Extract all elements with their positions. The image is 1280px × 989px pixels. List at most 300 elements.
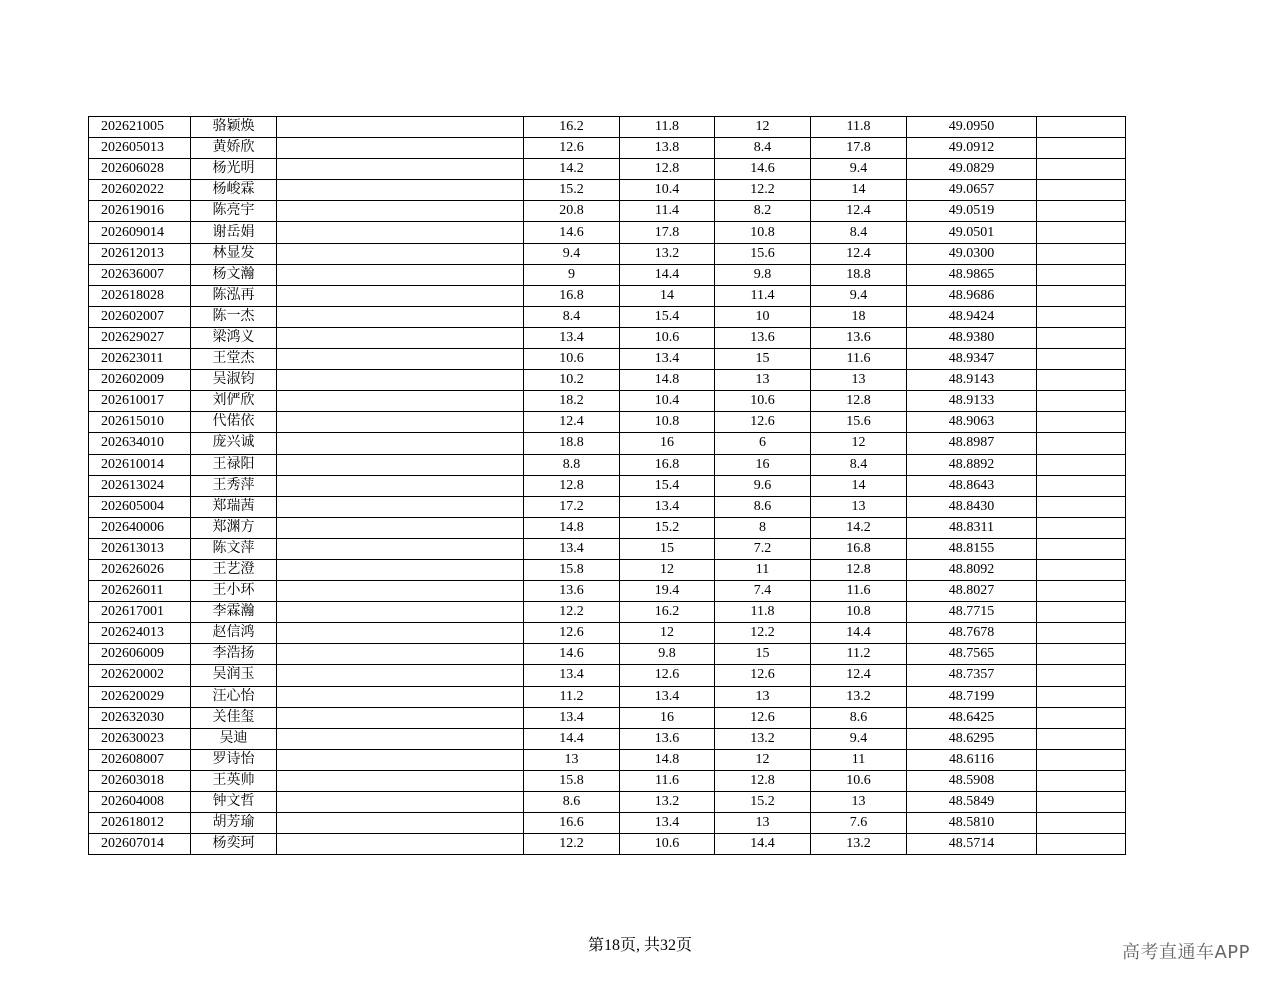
table-row — [89, 201, 1126, 222]
candidate-id-cell: 202602022 — [89, 180, 191, 201]
score-2-cell: 13.8 — [620, 138, 715, 159]
candidate-id-cell: 202617001 — [89, 602, 191, 623]
score-3-cell: 8 — [715, 517, 811, 538]
candidate-id-cell: 202620002 — [89, 665, 191, 686]
score-4-cell: 13.2 — [811, 686, 907, 707]
name-cell: 杨文瀚 — [191, 264, 277, 285]
score-2-cell: 13.6 — [620, 728, 715, 749]
score-3-cell: 10.8 — [715, 222, 811, 243]
blank-cell — [277, 475, 524, 496]
score-1-cell: 15.8 — [524, 559, 620, 580]
score-3-cell: 8.2 — [715, 201, 811, 222]
score-3-cell: 13.2 — [715, 728, 811, 749]
table-body — [89, 117, 1126, 855]
table-row — [89, 412, 1126, 433]
name-cell: 王秀萍 — [191, 475, 277, 496]
score-1-cell: 9 — [524, 264, 620, 285]
name-cell: 杨奕珂 — [191, 834, 277, 855]
score-3-cell: 12.6 — [715, 665, 811, 686]
name-cell: 谢岳娟 — [191, 222, 277, 243]
table-row — [89, 770, 1126, 791]
blank-cell — [277, 834, 524, 855]
blank-cell — [277, 517, 524, 538]
name-cell: 骆颖焕 — [191, 117, 277, 138]
score-1-cell: 10.6 — [524, 349, 620, 370]
blank-cell — [277, 602, 524, 623]
total-score-cell: 48.8892 — [907, 454, 1037, 475]
name-cell: 郑渊方 — [191, 517, 277, 538]
score-3-cell: 7.4 — [715, 581, 811, 602]
table-row — [89, 665, 1126, 686]
candidate-id-cell: 202618028 — [89, 285, 191, 306]
table-row — [89, 496, 1126, 517]
score-2-cell: 16.2 — [620, 602, 715, 623]
score-4-cell: 8.4 — [811, 222, 907, 243]
note-cell — [1037, 454, 1126, 475]
blank-cell — [277, 792, 524, 813]
score-3-cell: 12.8 — [715, 770, 811, 791]
table-row — [89, 349, 1126, 370]
score-1-cell: 14.4 — [524, 728, 620, 749]
name-cell: 陈亮宇 — [191, 201, 277, 222]
total-score-cell: 48.8987 — [907, 433, 1037, 454]
score-4-cell: 18.8 — [811, 264, 907, 285]
score-1-cell: 13.4 — [524, 538, 620, 559]
score-2-cell: 15 — [620, 538, 715, 559]
table-row — [89, 433, 1126, 454]
table-row — [89, 454, 1126, 475]
total-score-cell: 48.7715 — [907, 602, 1037, 623]
note-cell — [1037, 327, 1126, 348]
score-4-cell: 11.6 — [811, 581, 907, 602]
table-row — [89, 813, 1126, 834]
score-3-cell: 11 — [715, 559, 811, 580]
blank-cell — [277, 180, 524, 201]
blank-cell — [277, 813, 524, 834]
score-3-cell: 12.2 — [715, 623, 811, 644]
blank-cell — [277, 581, 524, 602]
note-cell — [1037, 644, 1126, 665]
name-cell: 赵信鸿 — [191, 623, 277, 644]
candidate-id-cell: 202632030 — [89, 707, 191, 728]
score-4-cell: 10.6 — [811, 770, 907, 791]
score-1-cell: 9.4 — [524, 243, 620, 264]
blank-cell — [277, 728, 524, 749]
name-cell: 梁鸿义 — [191, 327, 277, 348]
blank-cell — [277, 770, 524, 791]
score-3-cell: 13.6 — [715, 327, 811, 348]
score-3-cell: 11.4 — [715, 285, 811, 306]
score-1-cell: 11.2 — [524, 686, 620, 707]
score-3-cell: 9.6 — [715, 475, 811, 496]
score-3-cell: 15.6 — [715, 243, 811, 264]
table-row — [89, 138, 1126, 159]
score-3-cell: 12.6 — [715, 412, 811, 433]
note-cell — [1037, 496, 1126, 517]
note-cell — [1037, 559, 1126, 580]
note-cell — [1037, 201, 1126, 222]
score-2-cell: 16 — [620, 707, 715, 728]
name-cell: 王堂杰 — [191, 349, 277, 370]
score-1-cell: 18.2 — [524, 391, 620, 412]
score-1-cell: 12.2 — [524, 834, 620, 855]
total-score-cell: 49.0912 — [907, 138, 1037, 159]
score-1-cell: 14.8 — [524, 517, 620, 538]
score-3-cell: 10.6 — [715, 391, 811, 412]
table-row — [89, 306, 1126, 327]
score-4-cell: 13.6 — [811, 327, 907, 348]
total-score-cell: 49.0950 — [907, 117, 1037, 138]
blank-cell — [277, 391, 524, 412]
note-cell — [1037, 180, 1126, 201]
name-cell: 黄娇欣 — [191, 138, 277, 159]
watermark: 高考直通车APP — [1121, 942, 1250, 963]
candidate-id-cell: 202612013 — [89, 243, 191, 264]
name-cell: 汪心怡 — [191, 686, 277, 707]
candidate-id-cell: 202602007 — [89, 306, 191, 327]
name-cell: 陈一杰 — [191, 306, 277, 327]
table-row — [89, 538, 1126, 559]
score-1-cell: 13.4 — [524, 327, 620, 348]
score-table — [88, 116, 1126, 855]
score-1-cell: 18.8 — [524, 433, 620, 454]
table-row — [89, 792, 1126, 813]
total-score-cell: 48.9865 — [907, 264, 1037, 285]
blank-cell — [277, 243, 524, 264]
total-score-cell: 49.0829 — [907, 159, 1037, 180]
score-3-cell: 12 — [715, 749, 811, 770]
blank-cell — [277, 306, 524, 327]
name-cell: 王小环 — [191, 581, 277, 602]
candidate-id-cell: 202620029 — [89, 686, 191, 707]
score-1-cell: 12.4 — [524, 412, 620, 433]
score-1-cell: 14.2 — [524, 159, 620, 180]
score-3-cell: 15.2 — [715, 792, 811, 813]
score-1-cell: 15.2 — [524, 180, 620, 201]
name-cell: 刘俨欣 — [191, 391, 277, 412]
table-row — [89, 834, 1126, 855]
score-1-cell: 8.4 — [524, 306, 620, 327]
score-1-cell: 13 — [524, 749, 620, 770]
score-4-cell: 13 — [811, 792, 907, 813]
candidate-id-cell: 202615010 — [89, 412, 191, 433]
note-cell — [1037, 412, 1126, 433]
table-row — [89, 180, 1126, 201]
candidate-id-cell: 202610014 — [89, 454, 191, 475]
name-cell: 代偌依 — [191, 412, 277, 433]
score-4-cell: 12.4 — [811, 201, 907, 222]
blank-cell — [277, 749, 524, 770]
name-cell: 杨峻霖 — [191, 180, 277, 201]
score-4-cell: 14.2 — [811, 517, 907, 538]
score-2-cell: 11.8 — [620, 117, 715, 138]
score-4-cell: 12.8 — [811, 559, 907, 580]
total-score-cell: 48.5908 — [907, 770, 1037, 791]
total-score-cell: 48.5849 — [907, 792, 1037, 813]
score-4-cell: 16.8 — [811, 538, 907, 559]
candidate-id-cell: 202605013 — [89, 138, 191, 159]
score-1-cell: 10.2 — [524, 370, 620, 391]
score-1-cell: 14.6 — [524, 222, 620, 243]
blank-cell — [277, 159, 524, 180]
total-score-cell: 49.0501 — [907, 222, 1037, 243]
total-score-cell: 48.8155 — [907, 538, 1037, 559]
table-row — [89, 728, 1126, 749]
total-score-cell: 48.6295 — [907, 728, 1037, 749]
candidate-id-cell: 202607014 — [89, 834, 191, 855]
score-2-cell: 14.8 — [620, 749, 715, 770]
score-1-cell: 15.8 — [524, 770, 620, 791]
candidate-id-cell: 202634010 — [89, 433, 191, 454]
table-row — [89, 581, 1126, 602]
total-score-cell: 48.5810 — [907, 813, 1037, 834]
score-3-cell: 8.6 — [715, 496, 811, 517]
blank-cell — [277, 327, 524, 348]
score-4-cell: 15.6 — [811, 412, 907, 433]
note-cell — [1037, 117, 1126, 138]
name-cell: 陈泓再 — [191, 285, 277, 306]
score-1-cell: 14.6 — [524, 644, 620, 665]
total-score-cell: 48.9063 — [907, 412, 1037, 433]
blank-cell — [277, 264, 524, 285]
score-2-cell: 17.8 — [620, 222, 715, 243]
score-2-cell: 11.6 — [620, 770, 715, 791]
note-cell — [1037, 222, 1126, 243]
score-2-cell: 11.4 — [620, 201, 715, 222]
candidate-id-cell: 202608007 — [89, 749, 191, 770]
table-row — [89, 707, 1126, 728]
total-score-cell: 49.0519 — [907, 201, 1037, 222]
note-cell — [1037, 306, 1126, 327]
score-3-cell: 12 — [715, 117, 811, 138]
score-3-cell: 12.2 — [715, 180, 811, 201]
score-3-cell: 16 — [715, 454, 811, 475]
candidate-id-cell: 202603018 — [89, 770, 191, 791]
blank-cell — [277, 285, 524, 306]
table-row — [89, 391, 1126, 412]
score-4-cell: 12 — [811, 433, 907, 454]
score-2-cell: 9.8 — [620, 644, 715, 665]
score-2-cell: 12 — [620, 623, 715, 644]
name-cell: 陈文萍 — [191, 538, 277, 559]
total-score-cell: 48.7199 — [907, 686, 1037, 707]
total-score-cell: 48.6425 — [907, 707, 1037, 728]
score-4-cell: 9.4 — [811, 728, 907, 749]
blank-cell — [277, 623, 524, 644]
score-2-cell: 19.4 — [620, 581, 715, 602]
note-cell — [1037, 581, 1126, 602]
blank-cell — [277, 117, 524, 138]
name-cell: 李浩扬 — [191, 644, 277, 665]
name-cell: 王艺澄 — [191, 559, 277, 580]
name-cell: 钟文哲 — [191, 792, 277, 813]
candidate-id-cell: 202613024 — [89, 475, 191, 496]
blank-cell — [277, 538, 524, 559]
score-2-cell: 15.4 — [620, 475, 715, 496]
blank-cell — [277, 644, 524, 665]
note-cell — [1037, 349, 1126, 370]
score-1-cell: 12.6 — [524, 138, 620, 159]
score-1-cell: 16.8 — [524, 285, 620, 306]
total-score-cell: 48.9347 — [907, 349, 1037, 370]
table-row — [89, 327, 1126, 348]
score-3-cell: 13 — [715, 370, 811, 391]
candidate-id-cell: 202602009 — [89, 370, 191, 391]
blank-cell — [277, 412, 524, 433]
name-cell: 胡芳瑜 — [191, 813, 277, 834]
name-cell: 郑瑞茜 — [191, 496, 277, 517]
score-1-cell: 12.8 — [524, 475, 620, 496]
score-2-cell: 16 — [620, 433, 715, 454]
name-cell: 吴淑钧 — [191, 370, 277, 391]
score-2-cell: 14.8 — [620, 370, 715, 391]
note-cell — [1037, 538, 1126, 559]
blank-cell — [277, 201, 524, 222]
table-row — [89, 749, 1126, 770]
score-4-cell: 8.6 — [811, 707, 907, 728]
name-cell: 吴迪 — [191, 728, 277, 749]
score-3-cell: 13 — [715, 686, 811, 707]
total-score-cell: 48.7678 — [907, 623, 1037, 644]
score-4-cell: 11.6 — [811, 349, 907, 370]
score-4-cell: 12.8 — [811, 391, 907, 412]
score-1-cell: 17.2 — [524, 496, 620, 517]
table-row — [89, 559, 1126, 580]
note-cell — [1037, 623, 1126, 644]
name-cell: 杨光明 — [191, 159, 277, 180]
note-cell — [1037, 370, 1126, 391]
candidate-id-cell: 202629027 — [89, 327, 191, 348]
note-cell — [1037, 749, 1126, 770]
score-4-cell: 8.4 — [811, 454, 907, 475]
candidate-id-cell: 202630023 — [89, 728, 191, 749]
score-3-cell: 14.4 — [715, 834, 811, 855]
score-2-cell: 15.4 — [620, 306, 715, 327]
table-row — [89, 222, 1126, 243]
total-score-cell: 48.8643 — [907, 475, 1037, 496]
total-score-cell: 48.6116 — [907, 749, 1037, 770]
blank-cell — [277, 349, 524, 370]
score-4-cell: 11.2 — [811, 644, 907, 665]
name-cell: 王禄阳 — [191, 454, 277, 475]
score-1-cell: 8.8 — [524, 454, 620, 475]
score-4-cell: 9.4 — [811, 285, 907, 306]
table-row — [89, 370, 1126, 391]
score-1-cell: 13.4 — [524, 665, 620, 686]
score-1-cell: 13.6 — [524, 581, 620, 602]
name-cell: 关佳玺 — [191, 707, 277, 728]
table-row — [89, 159, 1126, 180]
candidate-id-cell: 202624013 — [89, 623, 191, 644]
score-3-cell: 6 — [715, 433, 811, 454]
score-4-cell: 14.4 — [811, 623, 907, 644]
score-4-cell: 14 — [811, 180, 907, 201]
score-1-cell: 12.6 — [524, 623, 620, 644]
note-cell — [1037, 517, 1126, 538]
blank-cell — [277, 370, 524, 391]
score-2-cell: 16.8 — [620, 454, 715, 475]
name-cell: 王英帅 — [191, 770, 277, 791]
total-score-cell: 48.9380 — [907, 327, 1037, 348]
total-score-cell: 48.8027 — [907, 581, 1037, 602]
total-score-cell: 49.0300 — [907, 243, 1037, 264]
score-4-cell: 10.8 — [811, 602, 907, 623]
score-2-cell: 12 — [620, 559, 715, 580]
total-score-cell: 49.0657 — [907, 180, 1037, 201]
score-2-cell: 13.4 — [620, 496, 715, 517]
score-1-cell: 13.4 — [524, 707, 620, 728]
table-row — [89, 117, 1126, 138]
candidate-id-cell: 202606028 — [89, 159, 191, 180]
candidate-id-cell: 202621005 — [89, 117, 191, 138]
note-cell — [1037, 665, 1126, 686]
score-3-cell: 13 — [715, 813, 811, 834]
note-cell — [1037, 770, 1126, 791]
score-2-cell: 13.4 — [620, 349, 715, 370]
score-4-cell: 11 — [811, 749, 907, 770]
name-cell: 罗诗怡 — [191, 749, 277, 770]
total-score-cell: 48.7357 — [907, 665, 1037, 686]
table-row — [89, 686, 1126, 707]
candidate-id-cell: 202640006 — [89, 517, 191, 538]
score-3-cell: 7.2 — [715, 538, 811, 559]
candidate-id-cell: 202609014 — [89, 222, 191, 243]
total-score-cell: 48.9143 — [907, 370, 1037, 391]
score-4-cell: 7.6 — [811, 813, 907, 834]
note-cell — [1037, 285, 1126, 306]
blank-cell — [277, 707, 524, 728]
score-4-cell: 18 — [811, 306, 907, 327]
note-cell — [1037, 391, 1126, 412]
total-score-cell: 48.7565 — [907, 644, 1037, 665]
score-1-cell: 12.2 — [524, 602, 620, 623]
candidate-id-cell: 202626011 — [89, 581, 191, 602]
note-cell — [1037, 602, 1126, 623]
score-4-cell: 11.8 — [811, 117, 907, 138]
score-2-cell: 15.2 — [620, 517, 715, 538]
score-2-cell: 10.4 — [620, 391, 715, 412]
blank-cell — [277, 559, 524, 580]
score-4-cell: 12.4 — [811, 665, 907, 686]
name-cell: 庞兴诚 — [191, 433, 277, 454]
note-cell — [1037, 813, 1126, 834]
name-cell: 吴润玉 — [191, 665, 277, 686]
table-row — [89, 264, 1126, 285]
blank-cell — [277, 686, 524, 707]
note-cell — [1037, 728, 1126, 749]
score-3-cell: 11.8 — [715, 602, 811, 623]
blank-cell — [277, 454, 524, 475]
total-score-cell: 48.9424 — [907, 306, 1037, 327]
table-row — [89, 517, 1126, 538]
total-score-cell: 48.8092 — [907, 559, 1037, 580]
note-cell — [1037, 792, 1126, 813]
table-row — [89, 285, 1126, 306]
score-4-cell: 13 — [811, 370, 907, 391]
name-cell: 李霖瀚 — [191, 602, 277, 623]
total-score-cell: 48.5714 — [907, 834, 1037, 855]
blank-cell — [277, 665, 524, 686]
score-1-cell: 20.8 — [524, 201, 620, 222]
score-3-cell: 8.4 — [715, 138, 811, 159]
note-cell — [1037, 834, 1126, 855]
score-4-cell: 14 — [811, 475, 907, 496]
table-row — [89, 644, 1126, 665]
blank-cell — [277, 138, 524, 159]
score-3-cell: 15 — [715, 644, 811, 665]
score-2-cell: 12.8 — [620, 159, 715, 180]
blank-cell — [277, 222, 524, 243]
